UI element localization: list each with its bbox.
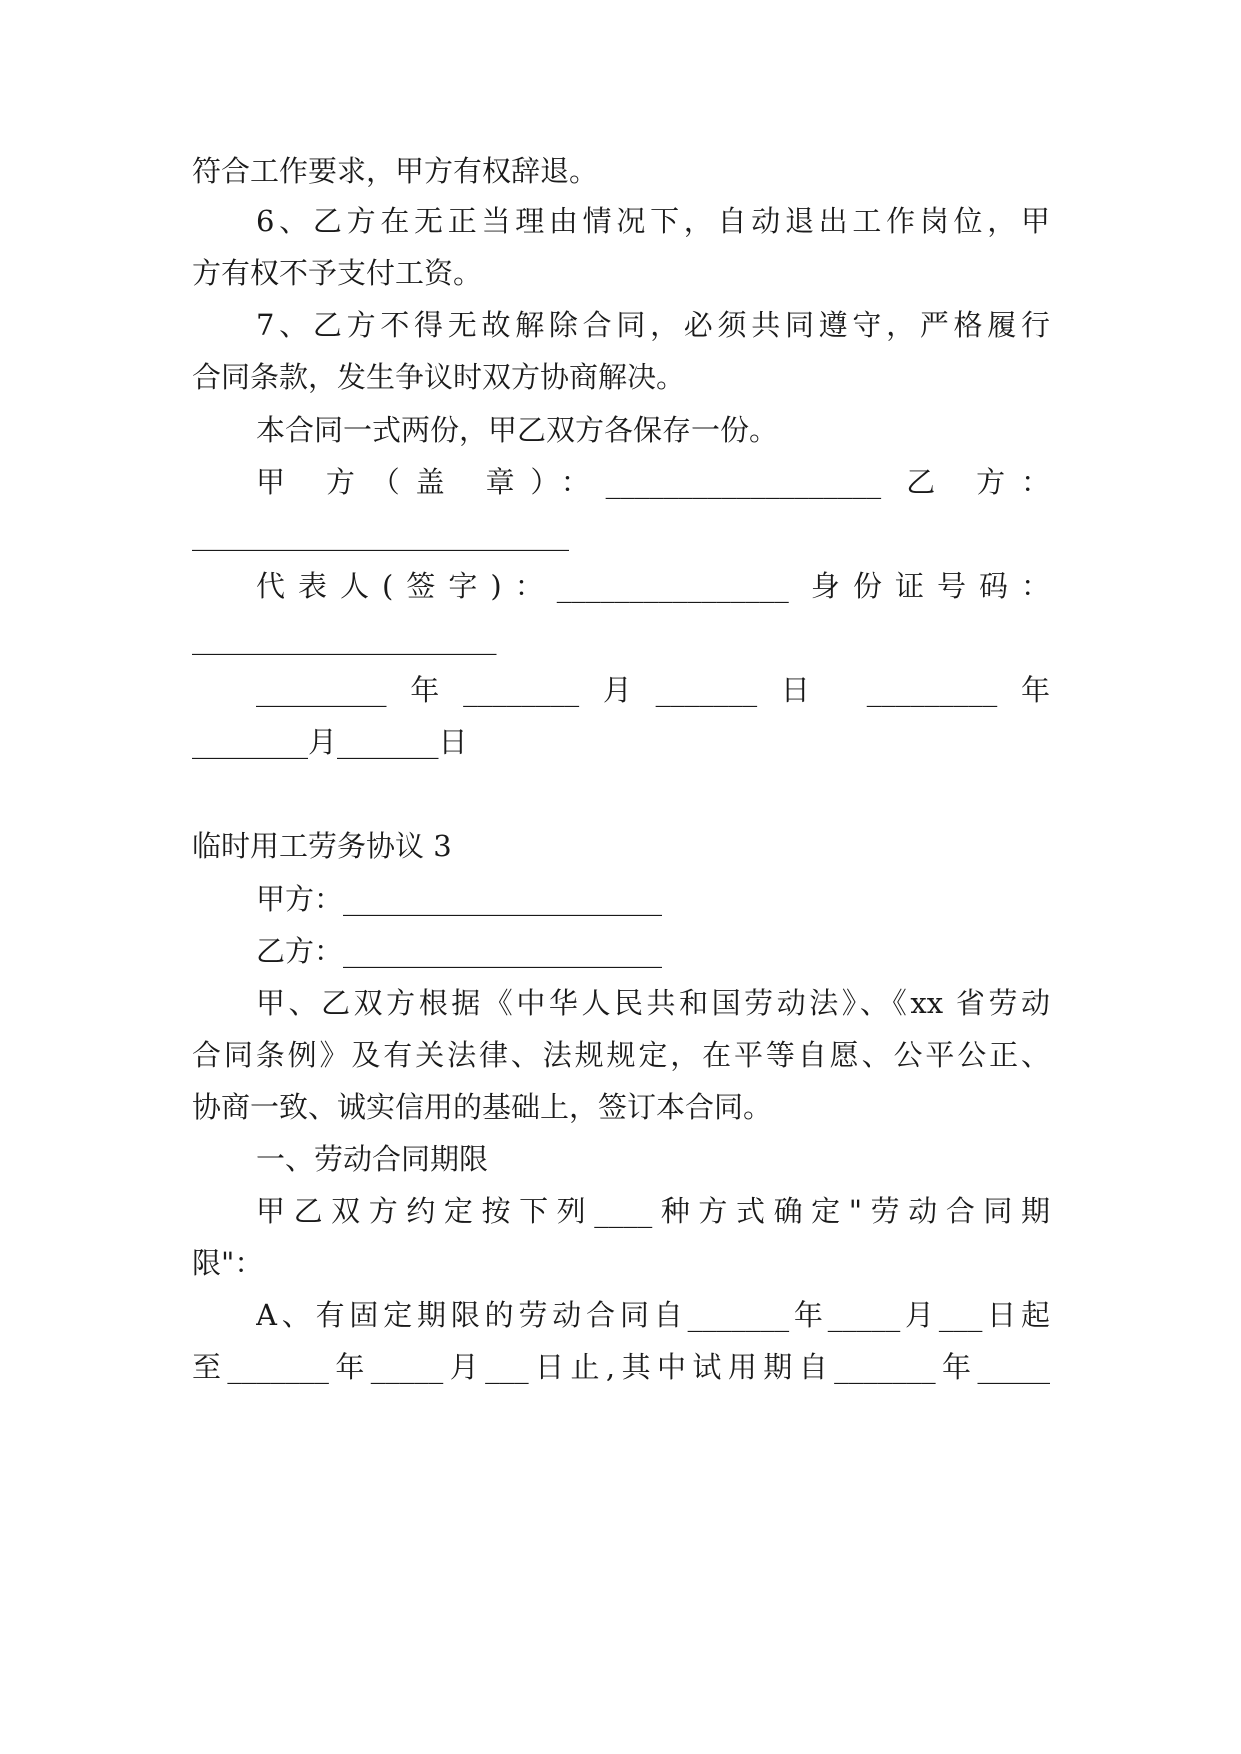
- date-line-1: _________年________月_______日 _________年: [256, 673, 1050, 707]
- party-b-signature-blank: __________________________: [192, 517, 569, 551]
- clause-7-line-2: 合同条款，发生争议时双方协商解决。: [192, 360, 686, 394]
- clause-6-line-2: 方有权不予支付工资。: [192, 256, 483, 290]
- party-b-field: 乙方：______________________: [256, 934, 663, 968]
- party-a-field: 甲方：______________________: [256, 882, 663, 916]
- paragraph-line: 符合工作要求，甲方有权辞退。: [192, 154, 599, 188]
- option-a-line-2: 至_______年_____月___日止,其中试用期自_______年_____: [192, 1350, 1050, 1384]
- date-line-2: ________月_______日: [192, 725, 468, 759]
- agreement-3-title: 临时用工劳务协议 3: [192, 829, 452, 863]
- preamble-line-3: 协商一致、诚实信用的基础上，签订本合同。: [192, 1090, 773, 1124]
- clause-6-line-1: 6、乙方在无正当理由情况下，自动退出工作岗位，甲: [256, 204, 1050, 238]
- copies-statement: 本合同一式两份，甲乙双方各保存一份。: [256, 413, 779, 447]
- preamble-line-1: 甲、乙双方根据《中华人民共和国劳动法》、《xx 省劳动: [256, 986, 1050, 1020]
- clause-7-line-1: 7、乙方不得无故解除合同，必须共同遵守，严格履行: [256, 308, 1050, 342]
- section-1-heading: 一、劳动合同期限: [256, 1142, 489, 1176]
- party-a-seal-line: 甲 方（盖 章）：___________________ 乙 方：: [256, 465, 1050, 499]
- contract-term-method-line-1: 甲乙双方约定按下列____种方式确定"劳动合同期: [256, 1194, 1050, 1228]
- id-number-blank: _____________________: [192, 621, 497, 655]
- preamble-line-2: 合同条例》及有关法律、法规规定，在平等自愿、公平公正、: [192, 1038, 1050, 1072]
- representative-signature-line: 代表人(签字)：________________ 身份证号码：: [256, 569, 1050, 603]
- option-a-line-1: A、有固定期限的劳动合同自_______年_____月___日起: [256, 1298, 1050, 1332]
- contract-term-method-line-2: 限"：: [192, 1246, 264, 1280]
